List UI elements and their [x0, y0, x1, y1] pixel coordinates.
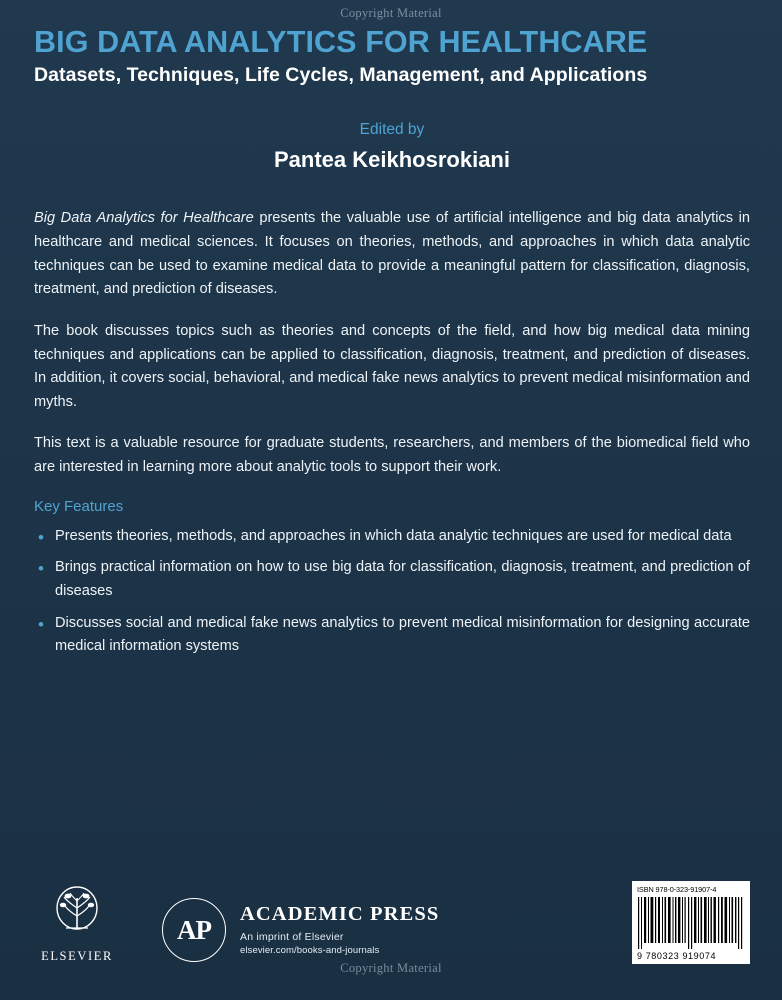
elsevier-wordmark: ELSEVIER [41, 949, 113, 963]
italic-book-title: Big Data Analytics for Healthcare [34, 210, 254, 227]
key-features-heading: Key Features [34, 497, 124, 515]
edited-by-label: Edited by [359, 121, 425, 139]
imprint-line: An imprint of Elsevier [240, 930, 344, 943]
elsevier-tree-icon [54, 884, 100, 944]
editor-name: Pantea Keikhosrokiani [274, 147, 510, 173]
isbn-label: ISBN 978-0-323-91907-4 [637, 885, 717, 894]
list-item: • Discusses social and medical fake news analytics to prevent medical misinformation for designing accurate medical information systems [34, 612, 750, 659]
academic-press-logo [162, 898, 439, 962]
isbn-digits: 9 780323 919074 [637, 951, 717, 961]
list-item: • Presents theories, methods, and approaches in which data analytic techniques are used for medical data [34, 525, 750, 549]
barcode-bars [637, 897, 745, 949]
publisher-url: elsevier.com/books-and-journals [240, 944, 380, 956]
blurb-paragraph-2: The book discusses topics such as theories and concepts of the field, and how big medical data mining techniques and applications can be applied to classification, diagnosis, treatment, and prediction of diseases. In addition, it covers social, behavioral, and medical fake news analytics to prevent medical misinformation and myths. [34, 322, 750, 410]
blurb-paragraph-1-rest: presents the valuable use of artificial intelligence and big data analytics in healthcare and medical sciences. It focuses on theories, methods, and approaches in which data analytic techniques can be used to examine medical data to provide a meaningful pattern for classification, diagnosis, treatment, and prediction of diseases. [34, 210, 750, 298]
academic-press-monogram: AP [162, 898, 226, 962]
blurb-paragraph-3: This text is a valuable resource for graduate students, researchers, and members of the biomedical field who are interested in learning more about analytic tools to support their work. [34, 435, 750, 476]
list-item: • Brings practical information on how to use big data for classification, diagnosis, treatment, and prediction of diseases [34, 556, 750, 603]
page-subtitle: Datasets, Techniques, Life Cycles, Management, and Applications [34, 64, 648, 87]
key-features-list [34, 525, 750, 659]
isbn-barcode [632, 881, 750, 964]
watermark-top: Copyright Material [340, 6, 442, 20]
academic-press-text [240, 903, 439, 958]
elsevier-logo [38, 884, 116, 964]
cover-footer [34, 856, 752, 966]
page-title: BIG DATA ANALYTICS FOR HEALTHCARE [34, 25, 648, 59]
cover-content [34, 26, 750, 667]
blurb-paragraph-1 [34, 207, 750, 302]
academic-press-name: ACADEMIC PRESS [240, 902, 440, 925]
watermark-bottom: Copyright Material [340, 961, 442, 975]
